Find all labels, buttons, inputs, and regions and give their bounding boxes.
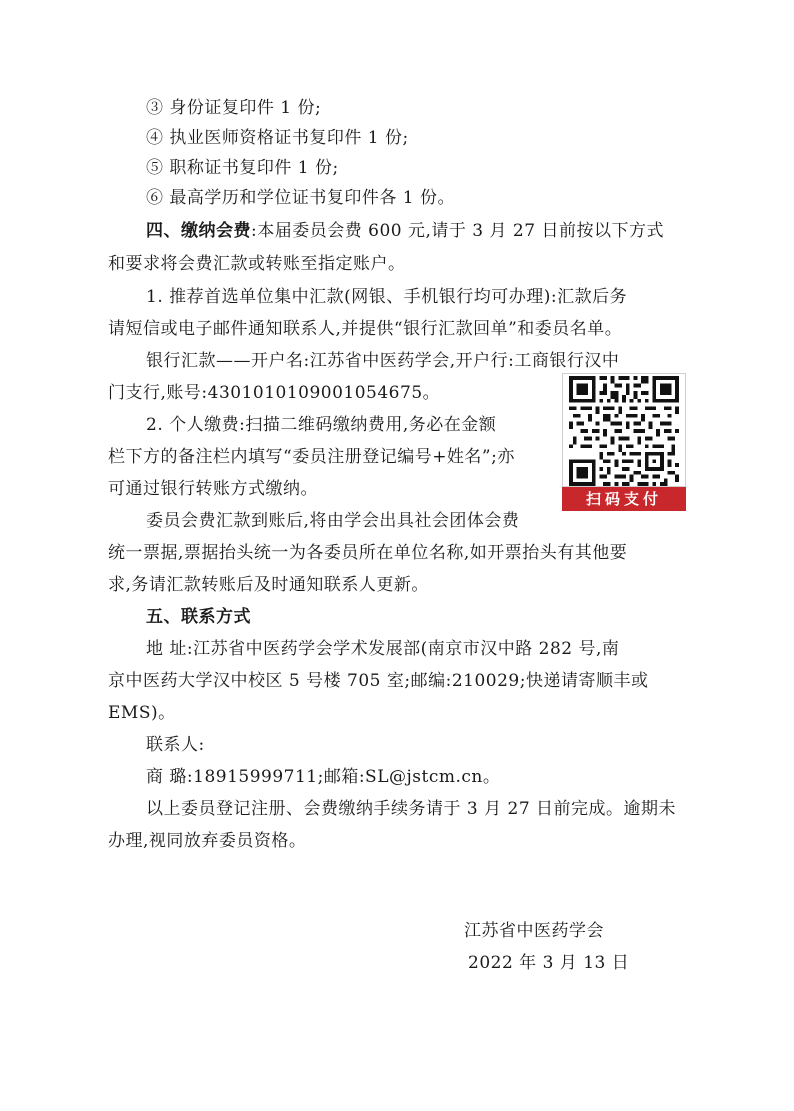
list-item-degree-copy: ⑥ 最高学历和学位证书复印件各 1 份。 xyxy=(146,188,456,208)
section5-heading: 五、联系方式 xyxy=(146,607,251,627)
bank-info-line2: 门支行,账号:4301010109001054675。 xyxy=(108,383,441,403)
deadline-notice-line2: 办理,视同放弃委员资格。 xyxy=(108,831,307,851)
section4-intro: :本届委员会费 600 元,请于 3 月 27 日前按以下方式 xyxy=(251,221,664,241)
bank-info-line1: 银行汇款——开户名:江苏省中医药学会,开户行:工商银行汉中 xyxy=(146,351,620,371)
signature-date: 2022 年 3 月 13 日 xyxy=(468,953,630,973)
qr-code-icon[interactable] xyxy=(562,373,686,487)
receipt-note-line3: 求,务请汇款转账后及时通知联系人更新。 xyxy=(108,575,429,595)
address-line3: EMS)。 xyxy=(108,703,176,723)
receipt-note-line1: 委员会费汇款到账后,将由学会出具社会团体会费 xyxy=(146,511,520,531)
personal-payment-line2: 栏下方的备注栏内填写“委员注册登记编号+姓名”;亦 xyxy=(108,447,515,467)
list-item-id-copy: ③ 身份证复印件 1 份; xyxy=(146,98,322,118)
qr-payment-block[interactable] xyxy=(562,373,686,511)
address-line1: 地 址:江苏省中医药学会学术发展部(南京市汉中路 282 号,南 xyxy=(146,639,620,659)
qr-code-graphic xyxy=(569,376,679,486)
contact-details: 商 璐:18915999711;邮箱:SL@jstcm.cn。 xyxy=(146,767,501,787)
unit-payment-line2: 请短信或电子邮件通知联系人,并提供“银行汇款回单”和委员名单。 xyxy=(108,319,623,339)
section4-heading: 四、缴纳会费 xyxy=(146,221,251,241)
contact-label: 联系人: xyxy=(146,735,205,755)
address-line2: 京中医药大学汉中校区 5 号楼 705 室;邮编:210029;快递请寄顺丰或 xyxy=(108,671,649,691)
receipt-note-line2: 统一票据,票据抬头统一为各委员所在单位名称,如开票抬头有其他要 xyxy=(108,543,628,563)
personal-payment-line3: 可通过银行转账方式缴纳。 xyxy=(108,479,318,499)
deadline-notice-line1: 以上委员登记注册、会费缴纳手续务请于 3 月 27 日前完成。逾期未 xyxy=(146,799,677,819)
personal-payment-line1: 2. 个人缴费:扫描二维码缴纳费用,务必在金额 xyxy=(146,415,497,435)
scan-to-pay-banner: 扫码支付 xyxy=(562,487,686,511)
signature-org: 江苏省中医药学会 xyxy=(464,921,604,941)
list-item-title-cert-copy: ⑤ 职称证书复印件 1 份; xyxy=(146,158,339,178)
section4-first-line xyxy=(146,220,686,242)
section4-intro-line2: 和要求将会费汇款或转账至指定账户。 xyxy=(108,254,406,274)
list-item-license-copy: ④ 执业医师资格证书复印件 1 份; xyxy=(146,128,409,148)
unit-payment-line1: 1. 推荐首选单位集中汇款(网银、手机银行均可办理):汇款后务 xyxy=(146,287,628,307)
